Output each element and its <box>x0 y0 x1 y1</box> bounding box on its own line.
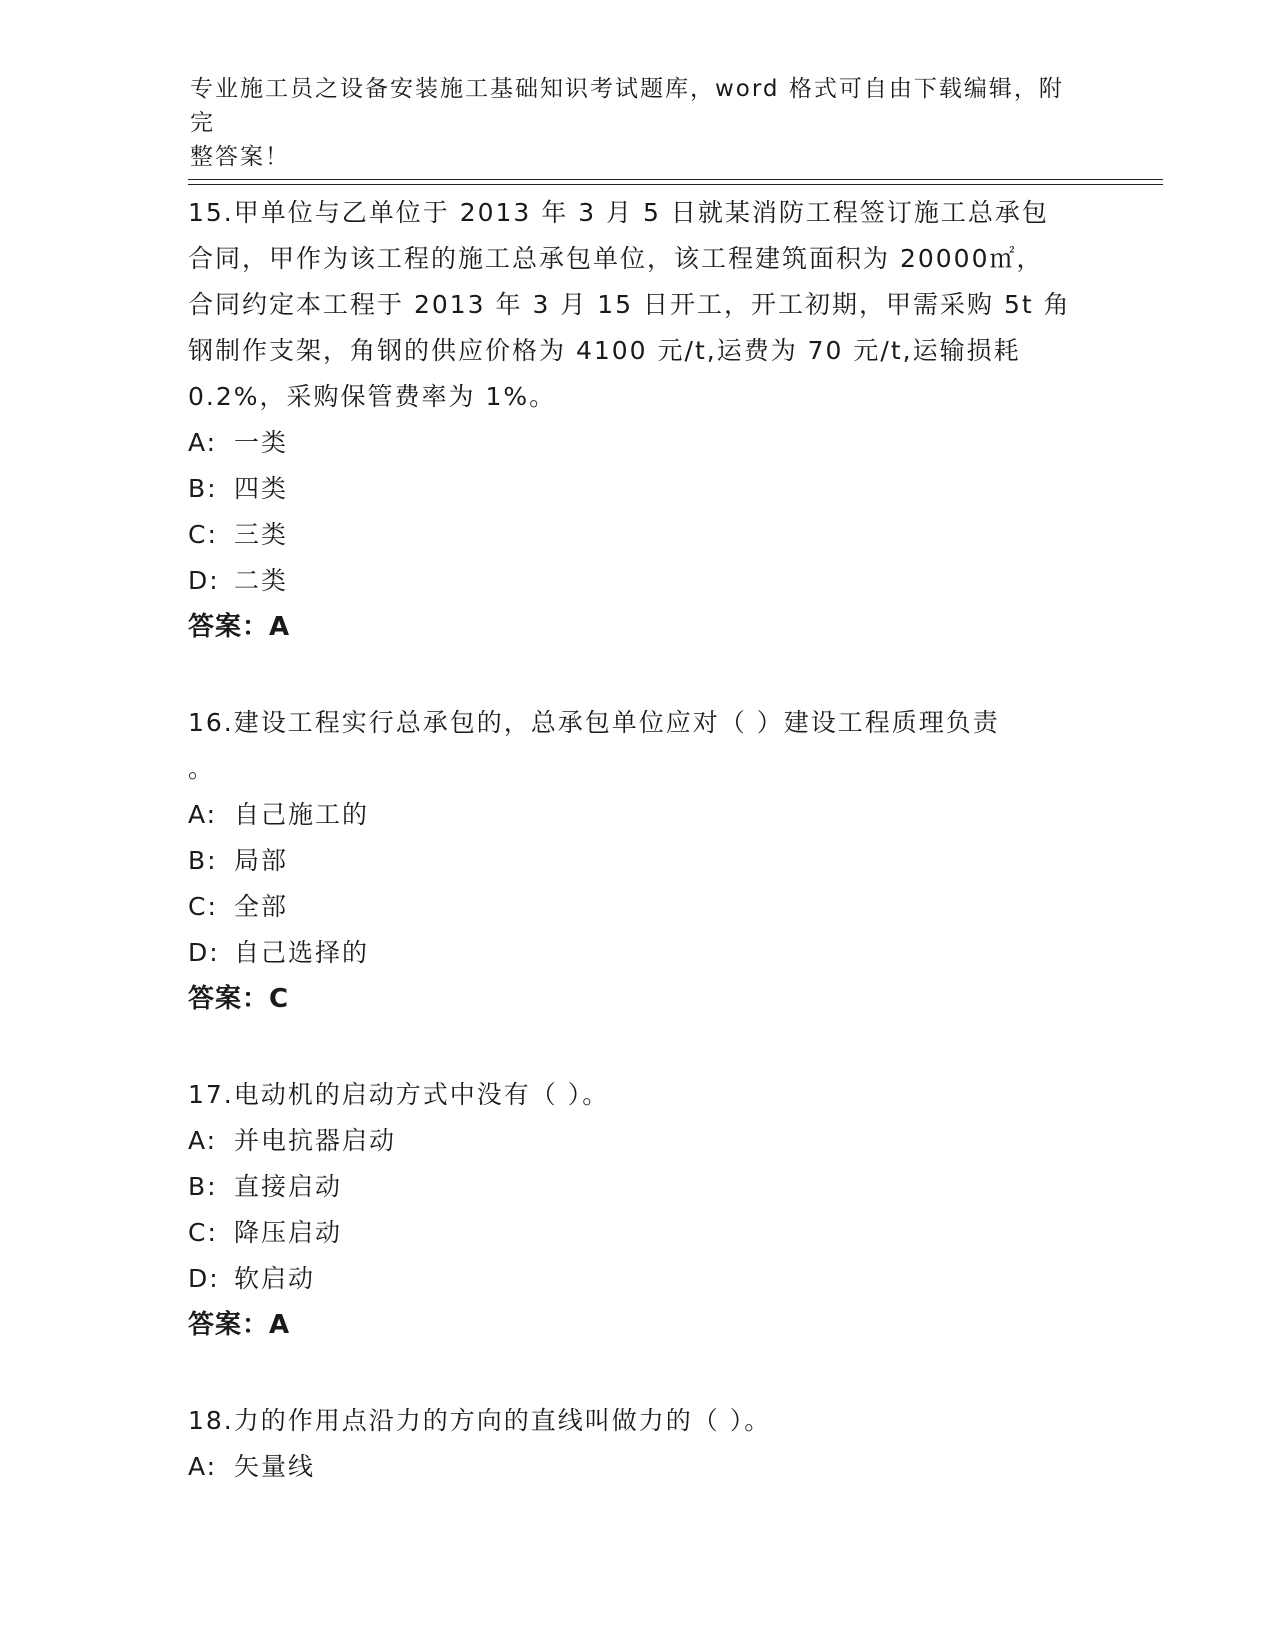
option-b <box>188 466 1088 512</box>
header-divider-top <box>188 179 1163 180</box>
option-d <box>188 1256 1088 1302</box>
question-text-line: 。 <box>188 754 216 783</box>
option-text: 三类 <box>234 520 289 549</box>
option-label: B: <box>188 846 218 875</box>
option-b <box>188 838 1088 884</box>
question-text-line: 0.2%，采购保管费率为 1%。 <box>188 382 557 411</box>
question-text-line: 合同约定本工程于 2013 年 3 月 15 日开工，开工初期，甲需采购 5t 角 <box>188 290 1071 319</box>
option-text: 全部 <box>234 892 289 921</box>
option-text: 一类 <box>234 428 289 457</box>
option-label: D: <box>188 938 220 967</box>
header-divider-bottom <box>188 184 1163 185</box>
option-text: 软启动 <box>234 1264 316 1293</box>
option-text: 四类 <box>234 474 289 503</box>
option-a <box>188 1118 1088 1164</box>
option-text: 并电抗器启动 <box>234 1126 397 1155</box>
question-15 <box>188 190 1088 650</box>
header-line-1: 专业施工员之设备安装施工基础知识考试题库，word 格式可自由下载编辑，附完 <box>190 76 1064 136</box>
option-c <box>188 512 1088 558</box>
header-line-2: 整答案！ <box>190 144 290 170</box>
option-label: D: <box>188 1264 220 1293</box>
question-text-line: 合同，甲作为该工程的施工总承包单位，该工程建筑面积为 20000㎡， <box>188 244 1044 273</box>
option-label: D: <box>188 566 220 595</box>
question-text-line: 15.甲单位与乙单位于 2013 年 3 月 5 日就某消防工程签订施工总承包 <box>188 198 1049 227</box>
option-text: 自己施工的 <box>234 800 370 829</box>
option-text: 自己选择的 <box>234 938 370 967</box>
option-a <box>188 420 1088 466</box>
option-d <box>188 930 1088 976</box>
option-label: C: <box>188 1218 218 1247</box>
answer-line: 答案：C <box>188 984 290 1014</box>
option-label: A: <box>188 1126 218 1155</box>
option-text: 降压启动 <box>234 1218 343 1247</box>
answer-line: 答案：A <box>188 1310 291 1340</box>
option-c <box>188 884 1088 930</box>
question-18 <box>188 1398 1088 1490</box>
option-label: A: <box>188 428 218 457</box>
answer-line: 答案：A <box>188 612 291 642</box>
option-label: A: <box>188 800 218 829</box>
option-label: B: <box>188 474 218 503</box>
option-d <box>188 558 1088 604</box>
document-header <box>190 72 1070 174</box>
question-text-line: 钢制作支架，角钢的供应价格为 4100 元/t,运费为 70 元/t,运输损耗 <box>188 336 1021 365</box>
question-list <box>188 190 1088 1490</box>
spacer <box>188 1348 1088 1398</box>
option-label: B: <box>188 1172 218 1201</box>
option-text: 矢量线 <box>234 1452 316 1481</box>
spacer <box>188 650 1088 700</box>
option-label: C: <box>188 520 218 549</box>
option-label: A: <box>188 1452 218 1481</box>
option-text: 局部 <box>234 846 289 875</box>
question-text-line: 16.建设工程实行总承包的，总承包单位应对（ ）建设工程质理负责 <box>188 708 1000 737</box>
question-text-line: 18.力的作用点沿力的方向的直线叫做力的（ ）。 <box>188 1406 772 1435</box>
option-a <box>188 1444 1088 1490</box>
option-text: 直接启动 <box>234 1172 343 1201</box>
question-16 <box>188 700 1088 1022</box>
option-text: 二类 <box>234 566 289 595</box>
option-label: C: <box>188 892 218 921</box>
option-a <box>188 792 1088 838</box>
spacer <box>188 1022 1088 1072</box>
question-text-line: 17.电动机的启动方式中没有（ ）。 <box>188 1080 610 1109</box>
option-c <box>188 1210 1088 1256</box>
option-b <box>188 1164 1088 1210</box>
question-17 <box>188 1072 1088 1348</box>
